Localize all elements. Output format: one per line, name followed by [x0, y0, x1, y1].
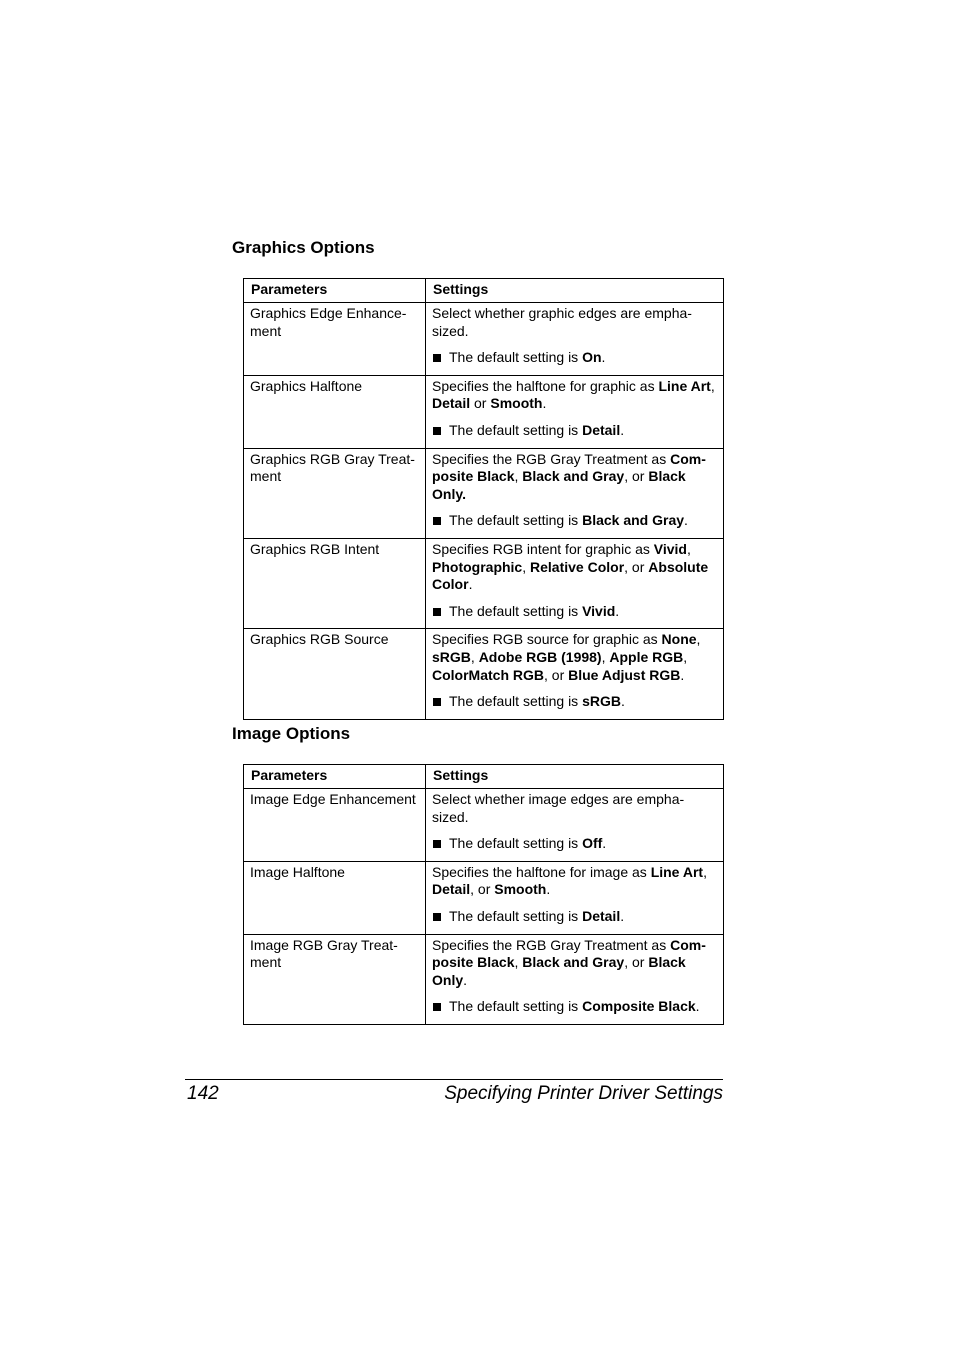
parameter-name: Graphics Edge Enhance-ment	[244, 303, 426, 376]
setting-cell	[426, 934, 724, 1024]
parameter-name: Graphics RGB Source	[244, 629, 426, 719]
footer-divider	[185, 1079, 723, 1080]
default-setting: The default setting is Off.	[432, 835, 717, 853]
bold-value: On	[582, 349, 602, 366]
bold-value: Composite Black	[582, 998, 696, 1015]
bold-value: Black Only.	[432, 468, 686, 502]
setting-cell	[426, 861, 724, 934]
bold-value: Absolute Color	[432, 558, 709, 593]
parameter-name: Image RGB Gray Treat-ment	[244, 934, 426, 1024]
square-bullet-icon	[433, 427, 441, 435]
square-bullet-icon	[433, 840, 441, 848]
default-setting: The default setting is On.	[432, 349, 717, 367]
setting-cell	[426, 375, 724, 448]
bold-value: Vivid	[653, 540, 687, 557]
bold-value: Detail	[582, 421, 621, 438]
setting-cell	[426, 303, 724, 376]
setting-cell	[426, 789, 724, 862]
bold-value: Black and Gray	[582, 512, 685, 529]
default-setting: The default setting is Black and Gray.	[432, 512, 717, 530]
bold-value: Adobe RGB (1998)	[478, 648, 602, 665]
bold-value: None	[661, 631, 697, 648]
setting-description: Specifies the halftone for graphic as Line Art, Detail or Smooth.	[432, 377, 715, 412]
bold-value: Detail	[432, 395, 471, 412]
bold-value: Black and Gray	[522, 468, 625, 485]
image-options-heading: Image Options	[232, 724, 351, 743]
square-bullet-icon	[433, 517, 441, 525]
page-number: 142	[187, 1083, 219, 1104]
bold-value: Photographic	[432, 558, 523, 575]
table-header-row	[244, 279, 724, 303]
parameter-name: Image Halftone	[244, 861, 426, 934]
bold-value: Com-posite Black	[432, 450, 706, 485]
bold-value: Line Art	[658, 377, 711, 394]
parameter-name: Image Edge Enhancement	[244, 789, 426, 862]
square-bullet-icon	[433, 1003, 441, 1011]
bold-value: Smooth	[490, 395, 543, 412]
bold-value: Line Art	[650, 863, 704, 880]
square-bullet-icon	[433, 354, 441, 362]
setting-description: Specifies the RGB Gray Treatment as Com-posite Black, Black and Gray, or Black Only.	[432, 450, 706, 502]
chapter-title: Specifying Printer Driver Settings	[444, 1083, 723, 1104]
square-bullet-icon	[433, 698, 441, 706]
image-options-table	[243, 764, 724, 1025]
graphics-options-heading: Graphics Options	[232, 238, 375, 257]
table-row	[244, 934, 724, 1024]
parameters-column-header: Parameters	[244, 279, 426, 303]
bold-value: sRGB	[432, 648, 471, 665]
setting-description: Select whether image edges are empha-sized.	[432, 791, 685, 825]
default-setting: The default setting is Composite Black.	[432, 998, 717, 1016]
bold-value: ColorMatch RGB	[432, 666, 544, 683]
setting-cell	[426, 448, 724, 538]
square-bullet-icon	[433, 608, 441, 616]
settings-column-header: Settings	[426, 279, 724, 303]
bold-value: Apple RGB	[609, 648, 684, 665]
square-bullet-icon	[433, 913, 441, 921]
bold-value: Detail	[432, 881, 471, 898]
settings-column-header: Settings	[426, 765, 724, 789]
table-header-row	[244, 765, 724, 789]
bold-value: Blue Adjust RGB	[568, 666, 681, 683]
setting-description: Specifies the halftone for image as Line Art, Detail, or Smooth.	[432, 863, 707, 898]
table-row	[244, 375, 724, 448]
bold-value: Smooth	[494, 881, 547, 898]
setting-cell	[426, 629, 724, 719]
bold-value: Off	[582, 835, 603, 852]
table-row	[244, 789, 724, 862]
table-row	[244, 861, 724, 934]
setting-description: Specifies RGB source for graphic as None, sRGB, Adobe RGB (1998), Apple RGB, ColorMatch RGB, or Blue Adjust RGB.	[432, 631, 701, 683]
table-row	[244, 448, 724, 538]
bold-value: Com-posite Black	[432, 936, 706, 971]
table-row	[244, 629, 724, 719]
table-row	[244, 538, 724, 628]
graphics-options-table	[243, 278, 724, 720]
table-row	[244, 303, 724, 376]
parameter-name: Graphics RGB Gray Treat-ment	[244, 448, 426, 538]
bold-value: Black and Gray	[522, 954, 625, 971]
setting-description: Specifies the RGB Gray Treatment as Com-posite Black, Black and Gray, or Black Only.	[432, 936, 706, 988]
bold-value: Black Only	[432, 954, 686, 988]
default-setting: The default setting is Vivid.	[432, 603, 717, 621]
default-setting: The default setting is Detail.	[432, 422, 717, 440]
setting-description: Specifies RGB intent for graphic as Vivid, Photographic, Relative Color, or Absolute Color.	[432, 540, 709, 593]
bold-value: Vivid	[582, 602, 616, 619]
parameter-name: Graphics RGB Intent	[244, 538, 426, 628]
default-setting: The default setting is sRGB.	[432, 693, 717, 711]
parameter-name: Graphics Halftone	[244, 375, 426, 448]
default-setting: The default setting is Detail.	[432, 908, 717, 926]
bold-value: sRGB	[582, 693, 621, 710]
setting-cell	[426, 538, 724, 628]
bold-value: Detail	[582, 907, 621, 924]
parameters-column-header: Parameters	[244, 765, 426, 789]
setting-description: Select whether graphic edges are empha-sized.	[432, 305, 692, 339]
bold-value: Relative Color	[530, 558, 625, 575]
